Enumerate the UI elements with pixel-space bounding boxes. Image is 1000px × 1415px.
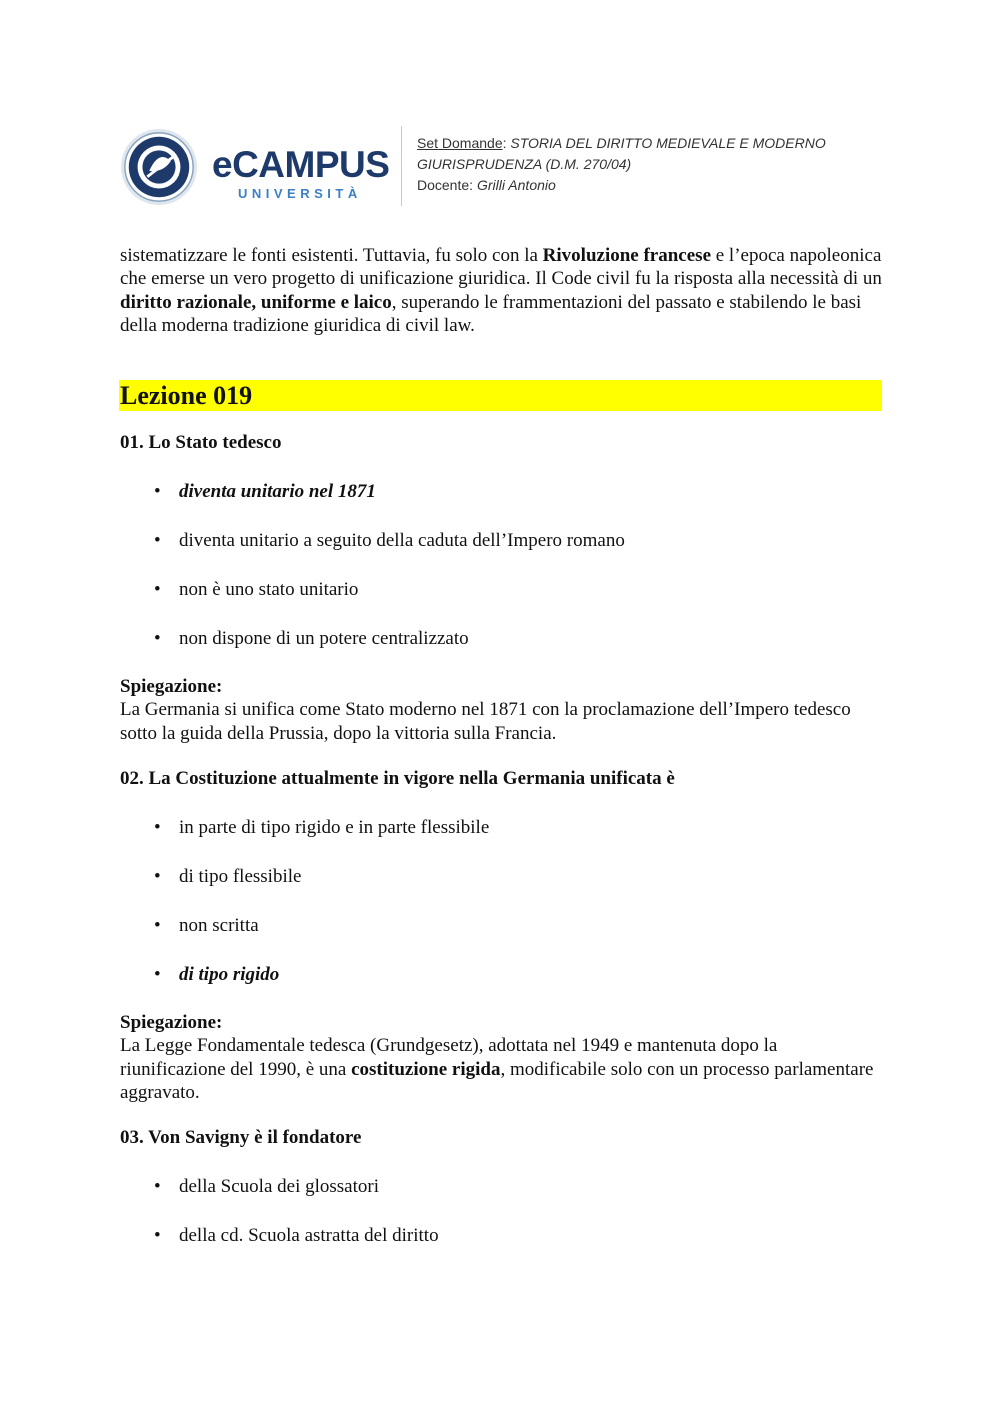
bullet: • (154, 1176, 161, 1197)
option-text: diventa unitario nel 1871 (179, 481, 376, 502)
question-title: 02. La Costituzione attualmente in vigore nella Germania unificata è (120, 768, 675, 789)
ecampus-wordmark (212, 146, 389, 201)
logo-word: eCAMPUS (212, 144, 390, 185)
bullet: • (154, 628, 161, 649)
answer-option (154, 627, 469, 650)
bullet: • (154, 817, 161, 838)
option-text: della cd. Scuola astratta del diritto (179, 1225, 439, 1246)
course-degree: GIURISPRUDENZA (D.M. 270/04) (417, 156, 632, 172)
bullet: • (154, 1225, 161, 1246)
bullet: • (154, 915, 161, 936)
docente-name: Grilli Antonio (476, 177, 556, 193)
explanation (120, 1011, 882, 1105)
option-text: diventa unitario a seguito della caduta dell’Impero romano (179, 530, 625, 551)
course-line-1: Set Domande: STORIA DEL DIRITTO MEDIEVALE E MODERNO (417, 135, 826, 151)
course-title: STORIA DEL DIRITTO MEDIEVALE E MODERNO (510, 135, 826, 151)
explanation-text: La Germania si unifica come Stato moderno nel 1871 con la proclamazione dell’Impero tedesco sotto la guida della Prussia, dopo la vittoria sulla Francia. (120, 699, 851, 744)
intro-text-3: , superando le frammentazioni del passato e stabilendo le basi della moderna tradizione giuridica di civil law. (120, 291, 862, 337)
docente-label: Docente (417, 177, 470, 193)
intro-bold-2: diritto razionale, uniforme e laico (120, 291, 392, 313)
bullet: • (154, 579, 161, 600)
answer-option (154, 914, 259, 937)
ecampus-seal-logo (120, 128, 198, 206)
logo-subtitle: UNIVERSITÀ (238, 186, 362, 201)
course-line-2 (417, 154, 826, 175)
explanation (120, 675, 882, 745)
intro-paragraph (120, 244, 882, 338)
intro-text-2: e l’epoca napoleonica che emerse un vero progetto di unificazione giuridica. Il Code civil fu la risposta alla necessità di un (120, 245, 882, 290)
option-text: non scritta (179, 915, 259, 936)
question-title: 01. Lo Stato tedesco (120, 432, 282, 453)
set-label: Set Domande (417, 135, 503, 151)
option-text: non è uno stato unitario (179, 579, 359, 600)
explanation-text-1: La Legge Fondamentale tedesca (Grundgesetz), adottata nel 1949 e mantenuta dopo la riunificazione del 1990, è una (120, 1035, 778, 1080)
answer-option-correct (154, 480, 376, 503)
answer-option (154, 578, 358, 601)
option-text: non dispone di un potere centralizzato (179, 628, 469, 649)
answer-option (154, 816, 489, 839)
option-text: della Scuola dei glossatori (179, 1176, 379, 1197)
intro-bold-1: Rivoluzione francese (542, 245, 711, 266)
document-header (120, 124, 880, 208)
question-title: 03. Von Savigny è il fondatore (120, 1127, 362, 1148)
answer-option (154, 1175, 379, 1198)
explanation-bold: costituzione rigida (351, 1058, 501, 1080)
explanation-label: Spiegazione: (120, 676, 223, 697)
bullet: • (154, 964, 161, 985)
option-text: di tipo rigido (179, 964, 280, 985)
intro-text-1: sistematizzare le fonti esistenti. Tuttavia, fu solo con la (120, 245, 543, 266)
explanation-label: Spiegazione: (120, 1012, 223, 1033)
bullet: • (154, 481, 161, 502)
answer-option (154, 529, 625, 552)
answer-option (154, 1224, 439, 1247)
bullet: • (154, 866, 161, 887)
answer-option-correct (154, 963, 279, 986)
option-text: di tipo flessibile (179, 866, 302, 887)
answer-option (154, 865, 301, 888)
course-info (417, 133, 826, 196)
lesson-title: Lezione 019 (120, 381, 253, 410)
docente-line: Docente: Grilli Antonio (417, 177, 556, 193)
header-divider (401, 126, 402, 206)
bullet: • (154, 530, 161, 551)
explanation-text-2: , modificabile solo con un processo parlamentare aggravato. (120, 1058, 874, 1104)
option-text: in parte di tipo rigido e in parte flessibile (179, 817, 490, 838)
